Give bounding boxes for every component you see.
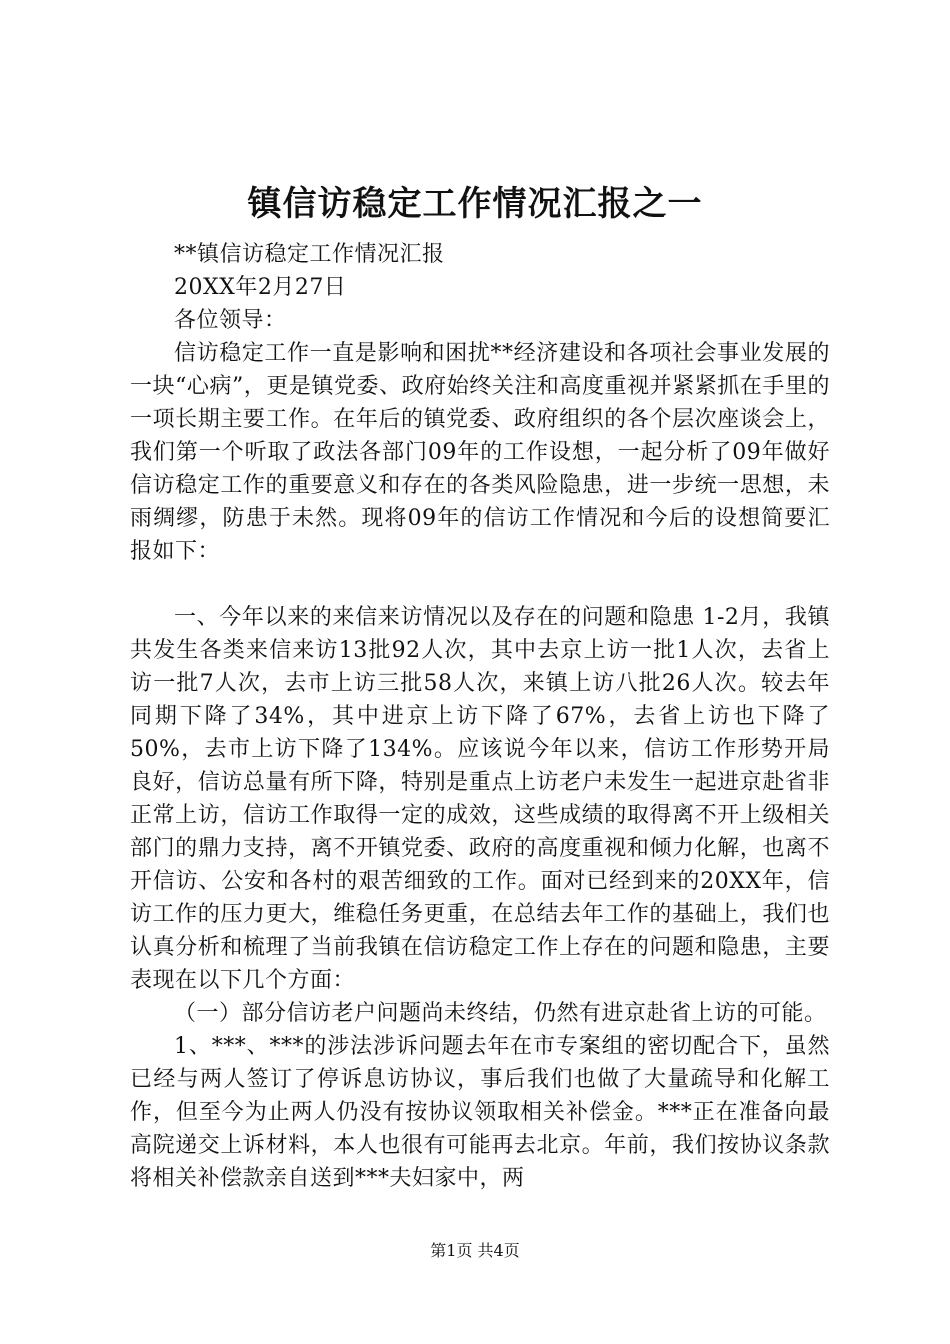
report-heading: **镇信访稳定工作情况汇报 (174, 242, 445, 267)
page-number: 第1页 共4页 (430, 1241, 520, 1260)
salutation: 各位领导： (174, 308, 287, 333)
paragraph-spacer (130, 568, 830, 601)
paragraph-subsection-one: （一）部分信访老户问题尚未终结，仍然有进京赴省上访的可能。 (174, 1001, 827, 1026)
document-body (130, 238, 830, 1195)
paragraph-section-one: 一、今年以来的来信来访情况以及存在的问题和隐患 1-2月，我镇共发生各类来信来访13批92人次，其中去京上访一批1人次，去省上访一批7人次，去市上访三批58人次，来镇上访八批26人次。较去年同期下降了34%，其中进京上访下降了67%，去省上访也下降了50%，去市上访下降了134%。应该说今年以来，信访工作形势开局良好，信访总量有所下降，特别是重点上访老户未发生一起进京赴省非正常上访，信访工作取得一定的成效，这些成绩的取得离不开上级相关部门的鼎力支持，离不开镇党委、政府的高度重视和倾力化解，也离不开信访、公安和各村的艰苦细致的工作。面对已经到来的20XX年，信访工作的压力更大，维稳任务更重，在总结去年工作的基础上，我们也认真分析和梳理了当前我镇在信访稳定工作上存在的问题和隐患，主要表现在以下几个方面： (130, 605, 830, 993)
document-title: 镇信访稳定工作情况汇报之一 (247, 184, 703, 224)
paragraph-intro: 信访稳定工作一直是影响和困扰**经济建设和各项社会事业发展的一块“心病”，更是镇党委、政府始终关注和高度重视并紧紧抓在手里的一项长期主要工作。在年后的镇党委、政府组织的各个层次座谈会上，我们第一个听取了政法各部门09年的工作设想，一起分析了09年做好信访稳定工作的重要意义和存在的各类风险隐患，进一步统一思想，未雨绸缪，防患于未然。现将09年的信访工作情况和今后的设想简要汇报如下： (130, 341, 830, 564)
report-date: 20XX年2月27日 (174, 275, 347, 300)
paragraph-item-one: 1、***、***的涉法涉诉问题去年在市专案组的密切配合下，虽然已经与两人签订了停诉息访协议，事后我们也做了大量疏导和化解工作，但至今为止两人仍没有按协议领取相关补偿金。***正在准备向最高院递交上诉材料，本人也很有可能再去北京。年前，我们按协议条款将相关补偿款亲自送到***夫妇家中，两 (130, 1034, 830, 1191)
